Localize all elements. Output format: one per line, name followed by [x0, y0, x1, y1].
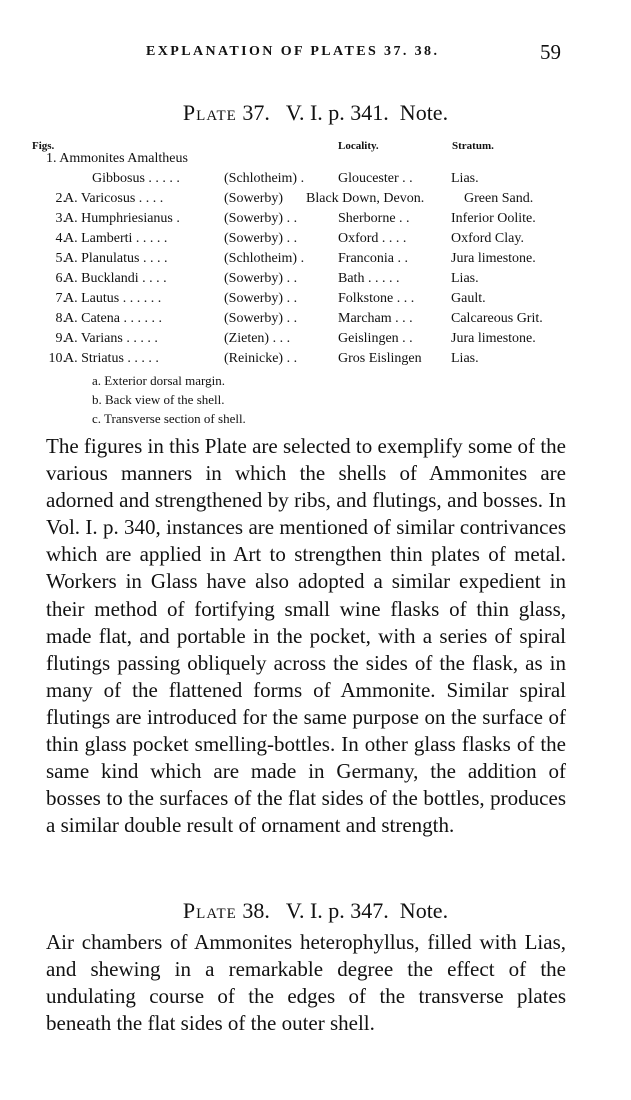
figure-number: 7.	[55, 291, 66, 306]
plate-37-heading-word: Plate	[182, 100, 237, 125]
figure-number: 9.	[55, 331, 66, 346]
figure-row	[0, 211, 631, 231]
column-stratum: Stratum.	[452, 140, 494, 152]
page-number: 59	[540, 40, 561, 64]
plate-38-heading-ref: 38. V. I. p. 347. Note.	[236, 898, 449, 923]
column-locality: Locality.	[338, 140, 379, 152]
plate-37-heading	[0, 100, 631, 126]
figure-number: 8.	[55, 311, 66, 326]
species-author: (Sowerby) . .	[224, 231, 298, 246]
stratum-value: Green Sand.	[464, 191, 534, 206]
species-name: A. Bucklandi . . . .	[64, 271, 167, 286]
figure-number: 4.	[55, 231, 66, 246]
species-author: (Reinicke) . .	[224, 351, 298, 366]
species-name: A. Catena . . . . . .	[64, 311, 162, 326]
column-figs: Figs.	[32, 140, 55, 152]
locality-value: Gloucester . .	[338, 171, 413, 186]
stratum-value: Gault.	[451, 291, 486, 306]
locality-value: Gros Eislingen	[338, 351, 422, 366]
species-author: (Sowerby) . .	[224, 291, 298, 306]
locality-value: Black Down, Devon.	[306, 191, 425, 206]
plate-38-heading-word: Plate	[182, 898, 237, 923]
figure-row	[0, 231, 631, 251]
stratum-value: Calcareous Grit.	[451, 311, 543, 326]
species-author: (Zieten) . . .	[224, 331, 291, 346]
species-name: A. Varicosus . . . .	[64, 191, 164, 206]
figure-number: 5.	[55, 251, 66, 266]
stratum-value: Lias.	[451, 171, 479, 186]
stratum-value: Jura limestone.	[451, 251, 536, 266]
figure-row	[0, 331, 631, 351]
note-c: c. Transverse section of shell.	[92, 411, 246, 426]
stratum-value: Lias.	[451, 271, 479, 286]
plate-37-paragraph: The figures in this Plate are selected to exemplify some of the various manners in which the shells of Ammonites are adorned and strengthened by ribs, and flutings, and bosses. In Vol. I. p. 340, instances are mentioned of similar contrivances which are applied in Art to strengthen thin plates of metal. Workers in Glass have also adopted a similar expedient in their method of fortifying small wine flasks of thin glass, made flat, and portable in the pocket, with a series of spiral flutings passing obliquely across the sides of the flask, as in many of the flattened forms of Ammonite. Similar spiral flutings are introduced for the same purpose on the surface of thin glass pocket smelling-bottles. In other glass flasks of the same kind which are made in Germany, the addition of bosses to the surfaces of the flat sides of the bottles, produces a similar double result of ornament and strength.	[46, 434, 566, 838]
species-author: (Sowerby) . .	[224, 211, 298, 226]
figure-row	[0, 351, 631, 371]
stratum-value: Lias.	[451, 351, 479, 366]
figure-1-label: 1. Ammonites Amaltheus	[46, 151, 188, 166]
figure-number: 3.	[55, 211, 66, 226]
figure-row	[0, 291, 631, 311]
note-a: a. Exterior dorsal margin.	[92, 373, 225, 388]
stratum-value: Oxford Clay.	[451, 231, 524, 246]
figure-row	[0, 271, 631, 291]
figure-row	[0, 191, 631, 211]
note-b: b. Back view of the shell.	[92, 392, 225, 407]
species-author: (Sowerby)	[224, 191, 284, 206]
figure-row	[0, 171, 631, 191]
figure-row	[0, 311, 631, 331]
plate-37-heading-ref: 37. V. I. p. 341. Note.	[236, 100, 449, 125]
species-author: (Schlotheim) .	[224, 251, 305, 266]
locality-value: Sherborne . .	[338, 211, 410, 226]
species-author: (Sowerby) . .	[224, 271, 298, 286]
species-name: A. Varians . . . . .	[64, 331, 158, 346]
figure-number: 2.	[55, 191, 66, 206]
species-name: Gibbosus . . . . .	[92, 171, 180, 186]
species-name: A. Striatus . . . . .	[64, 351, 159, 366]
figure-row	[0, 251, 631, 271]
locality-value: Folkstone . . .	[338, 291, 415, 306]
figure-number: 10.	[48, 351, 66, 366]
figure-1-name	[46, 151, 188, 167]
species-name: A. Planulatus . . . .	[64, 251, 168, 266]
plate-38-heading	[0, 898, 631, 924]
locality-value: Oxford . . . .	[338, 231, 407, 246]
species-author: (Sowerby) . .	[224, 311, 298, 326]
locality-value: Bath . . . . .	[338, 271, 400, 286]
species-name: A. Lautus . . . . . .	[64, 291, 162, 306]
species-author: (Schlotheim) .	[224, 171, 305, 186]
locality-value: Marcham . . .	[338, 311, 413, 326]
stratum-value: Jura limestone.	[451, 331, 536, 346]
species-name: A. Lamberti . . . . .	[64, 231, 168, 246]
figure-number: 6.	[55, 271, 66, 286]
locality-value: Geislingen . .	[338, 331, 413, 346]
running-title: EXPLANATION OF PLATES 37. 38.	[146, 44, 440, 59]
locality-value: Franconia . .	[338, 251, 408, 266]
plate-38-paragraph: Air chambers of Ammonites heterophyllus, filled with Lias, and shewing in a remarkable degree the effect of the undulating course of the edges of the transverse plates beneath the flat sides of the outer shell.	[46, 930, 566, 1036]
stratum-value: Inferior Oolite.	[451, 211, 536, 226]
running-head	[0, 42, 631, 66]
species-name: A. Humphriesianus .	[64, 211, 180, 226]
